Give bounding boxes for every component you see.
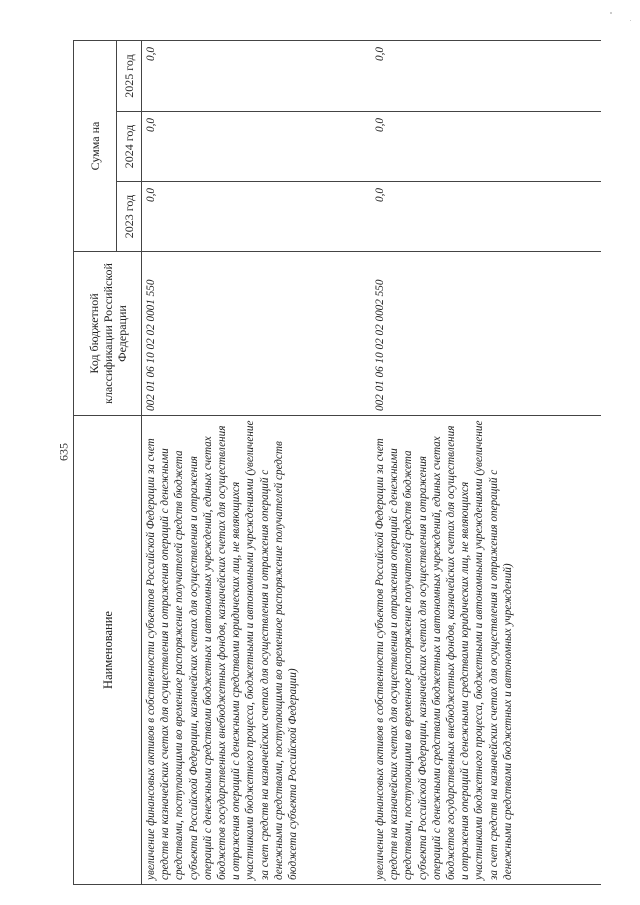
row-value-2025: 0,0 <box>142 40 372 111</box>
header-year-2023: 2023 год <box>117 182 142 252</box>
row-name: увеличение финансовых активов в собственности субъектов Российской Федерации за счет средств на казначейских счетах для осуществления и отражения операций с денежными средствами, поступающими во временное распоряжение получателей средств бюджета субъекта Российской Федерации, казначейских счетах для осуществления и отражения операций с денежными средствами бюджетных и автономных учреждений, единых счетах бюджетов государственных внебюджетных фондов, казначейских счетах для осуществления и отражения операций с денежными средствами юридических лиц, не являющихся участниками бюджетного процесса, бюджетными и автономными учреждениями (увеличение за счет средств на казначейских счетах для осуществления и отражения операций с денежными средствами бюджетных и автономных учреждений) <box>371 416 601 885</box>
header-sum-group: Сумма на <box>74 40 117 251</box>
row-value-2025: 0,0 <box>371 40 601 111</box>
row-code: 002 01 06 10 02 02 0002 550 <box>371 252 601 416</box>
row-value-2024: 0,0 <box>371 112 601 182</box>
budget-table <box>73 40 601 885</box>
scan-speck <box>630 20 631 21</box>
page-number: 635 <box>56 443 71 461</box>
row-name: увеличение финансовых активов в собственности субъектов Российской Федерации за счет средств на казначейских счетах для осуществления и отражения операций с денежными средствами, поступающими во временное распоряжение получателей средств бюджета субъекта Российской Федерации, казначейских счетах для осуществления и отражения операций с денежными средствами бюджетных и автономных учреждений, единых счетах бюджетов государственных внебюджетных фондов, казначейских счетах для осуществления и отражения операций с денежными средствами юридических лиц, не являющихся участниками бюджетного процесса, бюджетными и автономными учреждениями (увеличение за счет средств на казначейских счетах для осуществления и отражения операций с денежными средствами, поступающими во временное распоряжение получателей средств бюджета субъекта Российской Федерации) <box>142 416 372 885</box>
table-row <box>142 40 372 884</box>
table-row <box>371 40 601 884</box>
row-value-2023: 0,0 <box>142 182 372 252</box>
row-value-2023: 0,0 <box>371 182 601 252</box>
header-year-2025: 2025 год <box>117 40 142 111</box>
header-year-2024: 2024 год <box>117 112 142 182</box>
row-code: 002 01 06 10 02 02 0001 550 <box>142 252 372 416</box>
rotated-page <box>73 40 613 885</box>
scan-speck <box>610 12 612 14</box>
header-name: Наименование <box>74 416 142 885</box>
row-value-2024: 0,0 <box>142 112 372 182</box>
header-code: Код бюджетной классификации Российской Федерации <box>74 252 142 416</box>
